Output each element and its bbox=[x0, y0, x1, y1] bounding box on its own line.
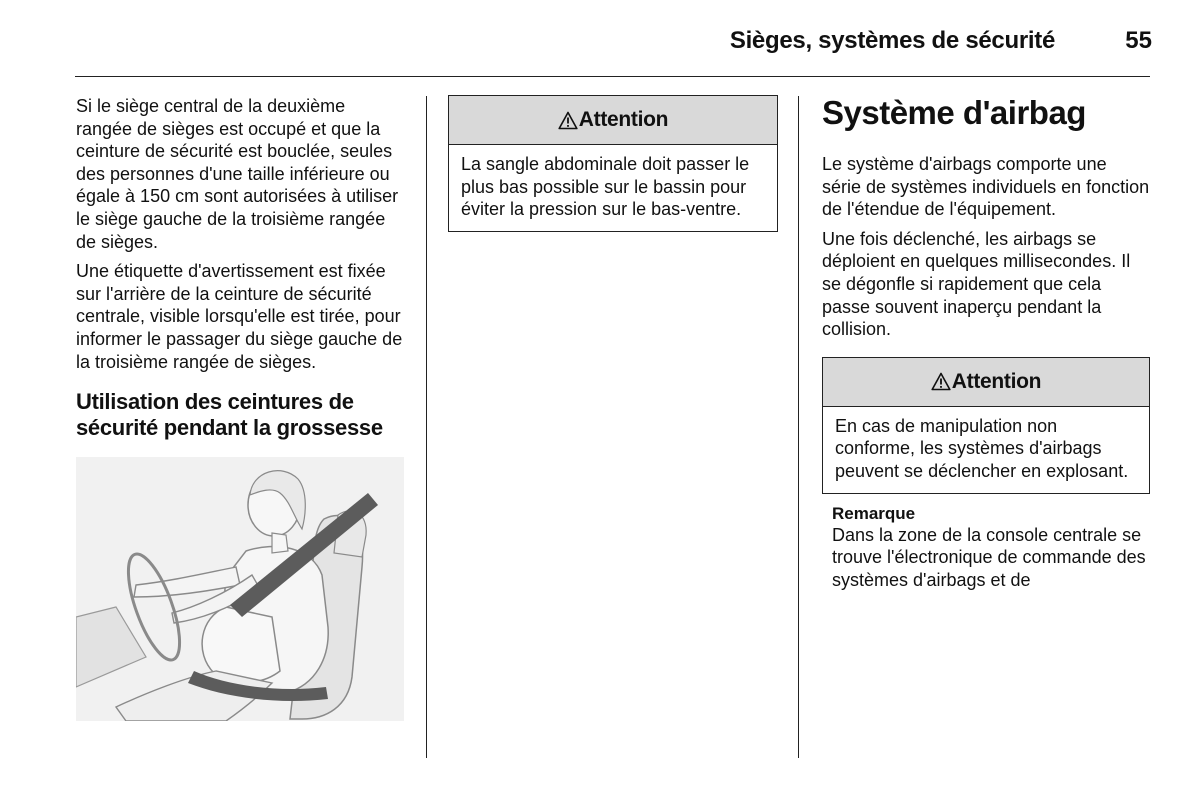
paragraph-warning-label: Une étiquette d'avertissement est fixée sur l'arrière de la ceinture de sécurité centrale, visible lorsqu'elle est tirée, pour informer le passager du siège gauche de la troisième rangée de sièges. bbox=[76, 261, 403, 372]
warning-triangle-icon bbox=[931, 372, 951, 391]
note-text: Dans la zone de la console centrale se trouve l'électronique de commande des systèmes d'airbags et de bbox=[832, 524, 1146, 590]
note-title: Remarque bbox=[832, 503, 916, 523]
warning-box-airbag bbox=[822, 357, 1150, 494]
paragraph-seat-restriction: Si le siège central de la deuxième rangée de sièges est occupé et que la ceinture de sécurité est bouclée, seules des personnes d'une taille inférieure ou égale à 150 cm sont autorisées à utiliser le siège gauche de la troisième rangée de sièges. bbox=[76, 96, 399, 252]
page-number: 55 bbox=[1125, 27, 1152, 54]
warning-header bbox=[823, 358, 1149, 407]
column-divider-1 bbox=[426, 96, 427, 758]
column-middle bbox=[448, 95, 778, 232]
paragraph-airbag-system: Le système d'airbags comporte une série de systèmes individuels en fonction de l'étendue de l'équipement. bbox=[822, 154, 1150, 220]
page-header-title: Sièges, systèmes de sécurité bbox=[729, 27, 1055, 54]
warning-text: La sangle abdominale doit passer le plus bas possible sur le bassin pour éviter la pression sur le bas-ventre. bbox=[461, 154, 750, 220]
warning-title: Attention bbox=[578, 108, 669, 131]
subheading-pregnancy: Utilisation des ceintures de sécurité pendant la grossesse bbox=[76, 389, 383, 441]
column-left bbox=[76, 95, 406, 721]
warning-title: Attention bbox=[951, 369, 1042, 393]
note-block bbox=[832, 504, 1150, 592]
column-divider-2 bbox=[798, 96, 799, 758]
column-right bbox=[822, 95, 1150, 591]
warning-text: En cas de manipulation non conforme, les systèmes d'airbags peuvent se déclencher en explosant. bbox=[835, 415, 1129, 481]
pregnant-driver-seatbelt-illustration bbox=[76, 457, 404, 721]
warning-header bbox=[449, 96, 777, 145]
section-title-airbag: Système d'airbag bbox=[822, 94, 1086, 131]
warning-box-pregnancy bbox=[448, 95, 778, 232]
header-rule bbox=[75, 76, 1150, 77]
warning-triangle-icon bbox=[558, 111, 578, 130]
paragraph-airbag-deploy: Une fois déclenché, les airbags se déploient en quelques millisecondes. Il se dégonfle si rapidement que cela passe souvent inaperçu pendant la collision. bbox=[822, 228, 1131, 340]
